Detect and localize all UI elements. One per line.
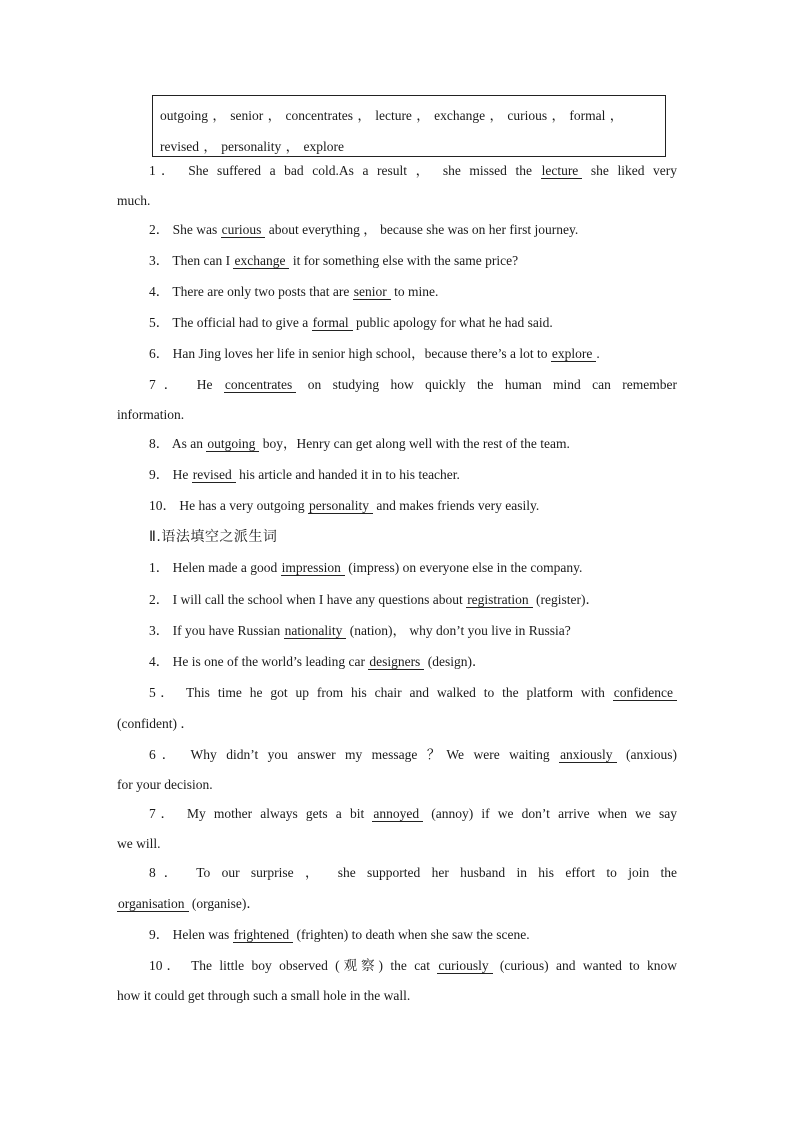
part1-item-7: 7． He concentrates on studying how quickly the human mind can remember (149, 377, 678, 392)
answer-blank: curious (221, 223, 266, 238)
part2-item-6-cont: for your decision. (117, 777, 213, 792)
part2-item-3: 3． If you have Russian nationality (nation)， why don’t you live in Russia? (149, 623, 571, 638)
answer-blank: confidence (613, 686, 677, 701)
answer-blank: revised (192, 468, 236, 483)
answer-blank: anxiously (559, 748, 617, 763)
part2-item-9: 9． Helen was frightened (frighten) to death when she saw the scene. (149, 927, 530, 942)
answer-blank: exchange (233, 254, 289, 269)
word-bank-line-1: outgoing ， senior ， concentrates ， lecture ， exchange ， curious ， formal ， (160, 108, 624, 123)
part1-item-10: 10． He has a very outgoing personality and makes friends very easily. (149, 498, 540, 513)
answer-blank: lecture (541, 164, 583, 179)
answer-blank: curiously (437, 959, 492, 974)
part1-item-9: 9． He revised his article and handed it in to his teacher. (149, 467, 460, 482)
answer-blank: registration (466, 593, 532, 608)
answer-blank: nationality (284, 624, 347, 639)
part2-item-5-cont: (confident) ． (117, 716, 194, 731)
part2-item-10-cont: how it could get through such a small hole in the wall. (117, 988, 411, 1003)
part1-item-8: 8． As an outgoing boy，Henry can get along well with the rest of the team. (149, 436, 570, 451)
answer-blank: outgoing (206, 437, 259, 452)
part2-item-8-cont: organisation (organise)． (118, 896, 260, 911)
part2-item-4: 4． He is one of the world’s leading car designers (design)． (149, 654, 486, 669)
part1-item-6: 6． Han Jing loves her life in senior high school，because there’s a lot to explore . (149, 346, 600, 361)
answer-blank: concentrates (224, 378, 296, 393)
answer-blank: personality (308, 499, 373, 514)
part1-item-5: 5． The official had to give a formal public apology for what he had said. (149, 315, 553, 330)
answer-blank: impression (281, 561, 345, 576)
answer-blank: formal (312, 316, 353, 331)
word-bank-line-2: revised ， personality ， explore (160, 139, 344, 154)
part2-item-2: 2． I will call the school when I have any questions about registration (register)． (149, 592, 600, 607)
answer-blank: frightened (233, 928, 293, 943)
part2-item-5: 5． This time he got up from his chair and walked to the platform with confidence (149, 684, 677, 702)
part2-item-10: 10． The little boy observed (观察) the cat curiously (curious) and wanted to know (149, 958, 678, 973)
answer-blank: designers (368, 655, 424, 670)
word-bank-box (152, 95, 666, 157)
part1-item-4: 4． There are only two posts that are senior to mine. (149, 284, 439, 299)
answer-blank: annoyed (372, 807, 423, 822)
part1-item-2: 2． She was curious about everything ， because she was on her first journey. (149, 222, 579, 237)
part1-item-7-cont: information. (117, 407, 185, 422)
part1-item-1-cont: much. (117, 193, 151, 208)
part1-item-3: 3． Then can I exchange it for something else with the same price? (149, 253, 519, 268)
part2-item-7-cont: we will. (117, 836, 161, 851)
part2-item-7: 7． My mother always gets a bit annoyed (annoy) if we don’t arrive when we say (149, 806, 677, 821)
answer-blank: senior (353, 285, 391, 300)
part1-item-1: 1． She suffered a bad cold.As a result ， she missed the lecture she liked very (149, 163, 678, 178)
answer-blank: organisation (117, 897, 189, 912)
part2-item-6: 6． Why didn’t you answer my message ？We were waiting anxiously (anxious) (149, 747, 677, 762)
answer-blank: explore (551, 347, 596, 362)
part2-item-1: 1． Helen made a good impression (impress) on everyone else in the company. (149, 560, 583, 575)
section-2-title: Ⅱ.语法填空之派生词 (149, 529, 278, 545)
part2-item-8: 8． To our surprise ， she supported her husband in his effort to join the (149, 865, 678, 880)
